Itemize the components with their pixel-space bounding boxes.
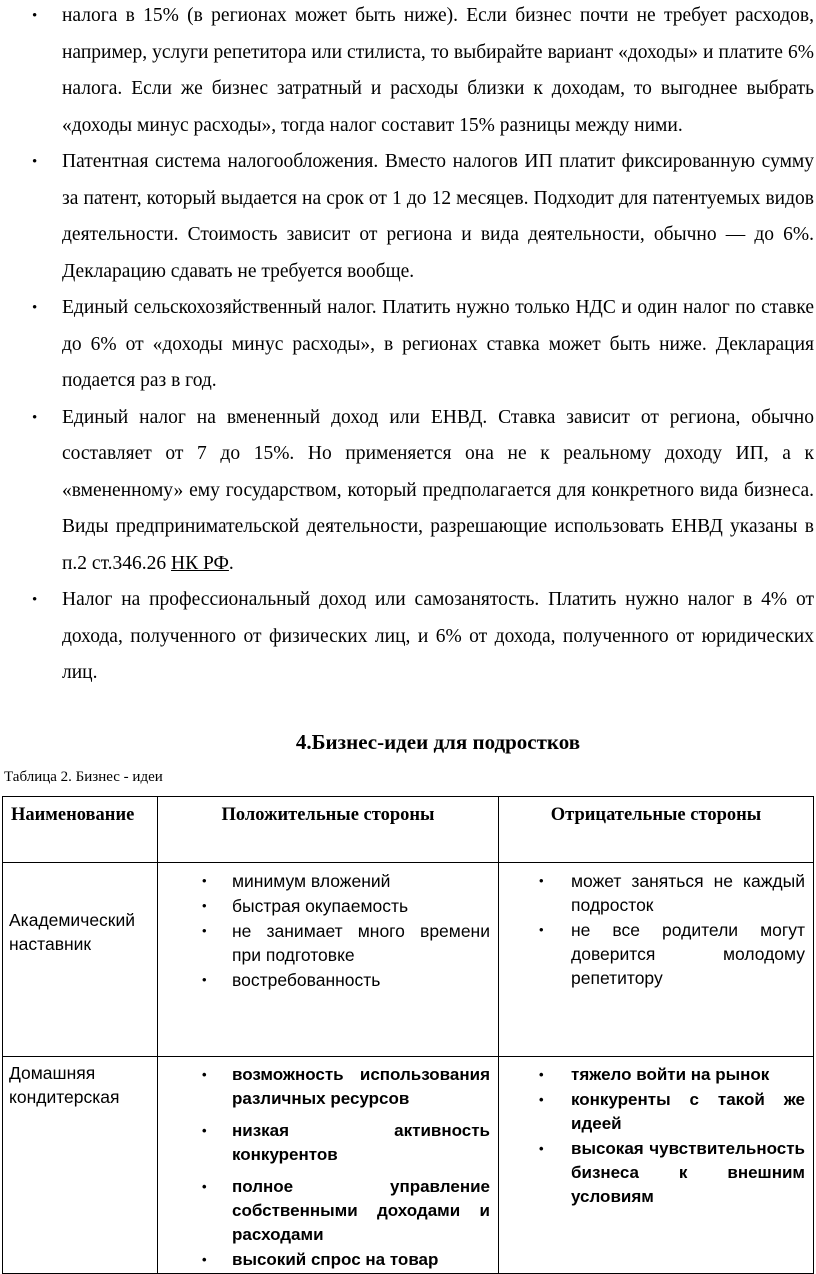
link-suffix: . <box>228 552 234 574</box>
pro-text: высокий спрос на товар <box>232 1250 439 1269</box>
row-name-cell <box>3 863 158 1057</box>
list-item <box>499 869 805 917</box>
bullet-icon: • <box>32 592 38 608</box>
business-ideas-table <box>2 796 814 1274</box>
cons-cell <box>499 1057 814 1274</box>
list-item <box>499 918 805 990</box>
table-row <box>3 1057 814 1274</box>
row-name: Домашняя кондитерская <box>9 1063 120 1107</box>
bullet-icon: • <box>202 1252 207 1267</box>
bullet-icon: • <box>32 154 38 170</box>
cons-cell <box>499 863 814 1057</box>
list-item <box>158 1248 490 1272</box>
list-item <box>0 582 816 692</box>
pro-text: полное управление собственными доходами и расходами <box>232 1177 490 1244</box>
pros-list <box>158 1057 498 1272</box>
list-item <box>0 0 816 144</box>
list-item <box>499 1088 805 1136</box>
list-item-text: Единый сельскохозяйственный налог. Платить нужно только НДС и один налог по ставке до 6% от «доходы минус расходы», в регионах ставка может быть ниже. Декларация подается раз в год. <box>62 297 814 391</box>
list-item <box>158 968 490 992</box>
header-cons: Отрицательные стороны <box>499 797 814 863</box>
row-name-cell <box>3 1057 158 1274</box>
list-item <box>158 894 490 918</box>
list-item-text: Налог на профессиональный доход или самозанятость. Платить нужно налог в 4% от дохода, полученного от физических лиц, и 6% от дохода, полученного от юридических лиц. <box>62 589 814 683</box>
list-item <box>158 919 490 967</box>
pro-text: быстрая окупаемость <box>232 896 409 916</box>
pros-cell <box>158 863 499 1057</box>
list-item <box>499 1063 805 1087</box>
pros-cell <box>158 1057 499 1274</box>
bullet-icon: • <box>202 873 207 888</box>
table-caption: Таблица 2. Бизнес - идеи <box>4 769 163 785</box>
pro-text: возможность использования различных ресурсов <box>232 1065 490 1108</box>
bullet-icon: • <box>202 923 207 938</box>
table-row <box>3 863 814 1057</box>
pro-text: востребованность <box>232 970 381 990</box>
bullet-icon: • <box>202 1067 207 1082</box>
list-item <box>0 400 816 583</box>
list-item <box>158 1119 490 1167</box>
pros-list <box>158 863 498 992</box>
con-text: не все родители могут доверится молодому репетитору <box>571 920 805 988</box>
bullet-icon: • <box>202 1179 207 1194</box>
list-item <box>0 290 816 400</box>
list-item <box>158 869 490 893</box>
nk-rf-link[interactable]: НК РФ <box>171 552 229 574</box>
bullet-icon: • <box>539 1092 544 1107</box>
cons-list <box>499 1057 813 1209</box>
con-text: высокая чувствительность бизнеса к внешним условиям <box>571 1139 805 1206</box>
con-text: конкуренты с такой же идеей <box>571 1090 805 1133</box>
table-header-row <box>3 797 814 863</box>
cons-list <box>499 863 813 990</box>
pro-text: не занимает много времени при подготовке <box>232 921 490 965</box>
bullet-icon: • <box>202 1123 207 1138</box>
bullet-icon: • <box>539 873 544 888</box>
bullet-icon: • <box>32 8 38 24</box>
pro-text: низкая активность конкурентов <box>232 1121 490 1164</box>
bullet-icon: • <box>539 1141 544 1156</box>
bullet-icon: • <box>32 409 38 426</box>
bullet-icon: • <box>539 1067 544 1082</box>
con-text: может заняться не каждый подросток <box>571 871 805 915</box>
bullet-icon: • <box>202 898 207 913</box>
pro-text: минимум вложений <box>232 871 391 891</box>
list-item-text: Единый налог на вмененный доход или ЕНВД. Ставка зависит от региона, обычно составляет от 7 до 15%. Но применяется она не к реальному доходу ИП, а к «вмененному» ему государством, который предполагается для конкретного вида бизнеса. Виды предпринимательской деятельности, разрешающие использовать ЕНВД указаны в п.2 ст.346.26 <box>62 406 814 574</box>
bullet-icon: • <box>202 972 207 987</box>
list-item <box>158 1063 490 1111</box>
bullet-icon: • <box>32 300 38 316</box>
header-name: Наименование <box>3 797 158 863</box>
list-item <box>158 1175 490 1247</box>
section-heading: 4.Бизнес-идеи для подростков <box>295 730 581 754</box>
row-name: Академический наставник <box>9 910 136 954</box>
header-pros: Положительные стороны <box>158 797 499 863</box>
con-text: тяжело войти на рынок <box>571 1065 770 1084</box>
list-item <box>499 1137 805 1209</box>
list-item <box>0 144 816 290</box>
list-item-text: Патентная система налогообложения. Вместо налогов ИП платит фиксированную сумму за патент, который выдается на срок от 1 до 12 месяцев. Подходит для патентуемых видов деятельности. Стоимость зависит от региона и вида деятельности, обычно — до 6%. Декларацию сдавать не требуется вообще. <box>62 151 814 282</box>
list-item-text: налога в 15% (в регионах может быть ниже). Если бизнес почти не требует расходов, например, услуги репетитора или стилиста, то выбирайте вариант «доходы» и платите 6% налога. Если же бизнес затратный и расходы близки к доходам, то выгоднее выбрать «доходы минус расходы», тогда налог составит 15% разницы между ними. <box>62 5 814 136</box>
bullet-icon: • <box>539 922 544 937</box>
